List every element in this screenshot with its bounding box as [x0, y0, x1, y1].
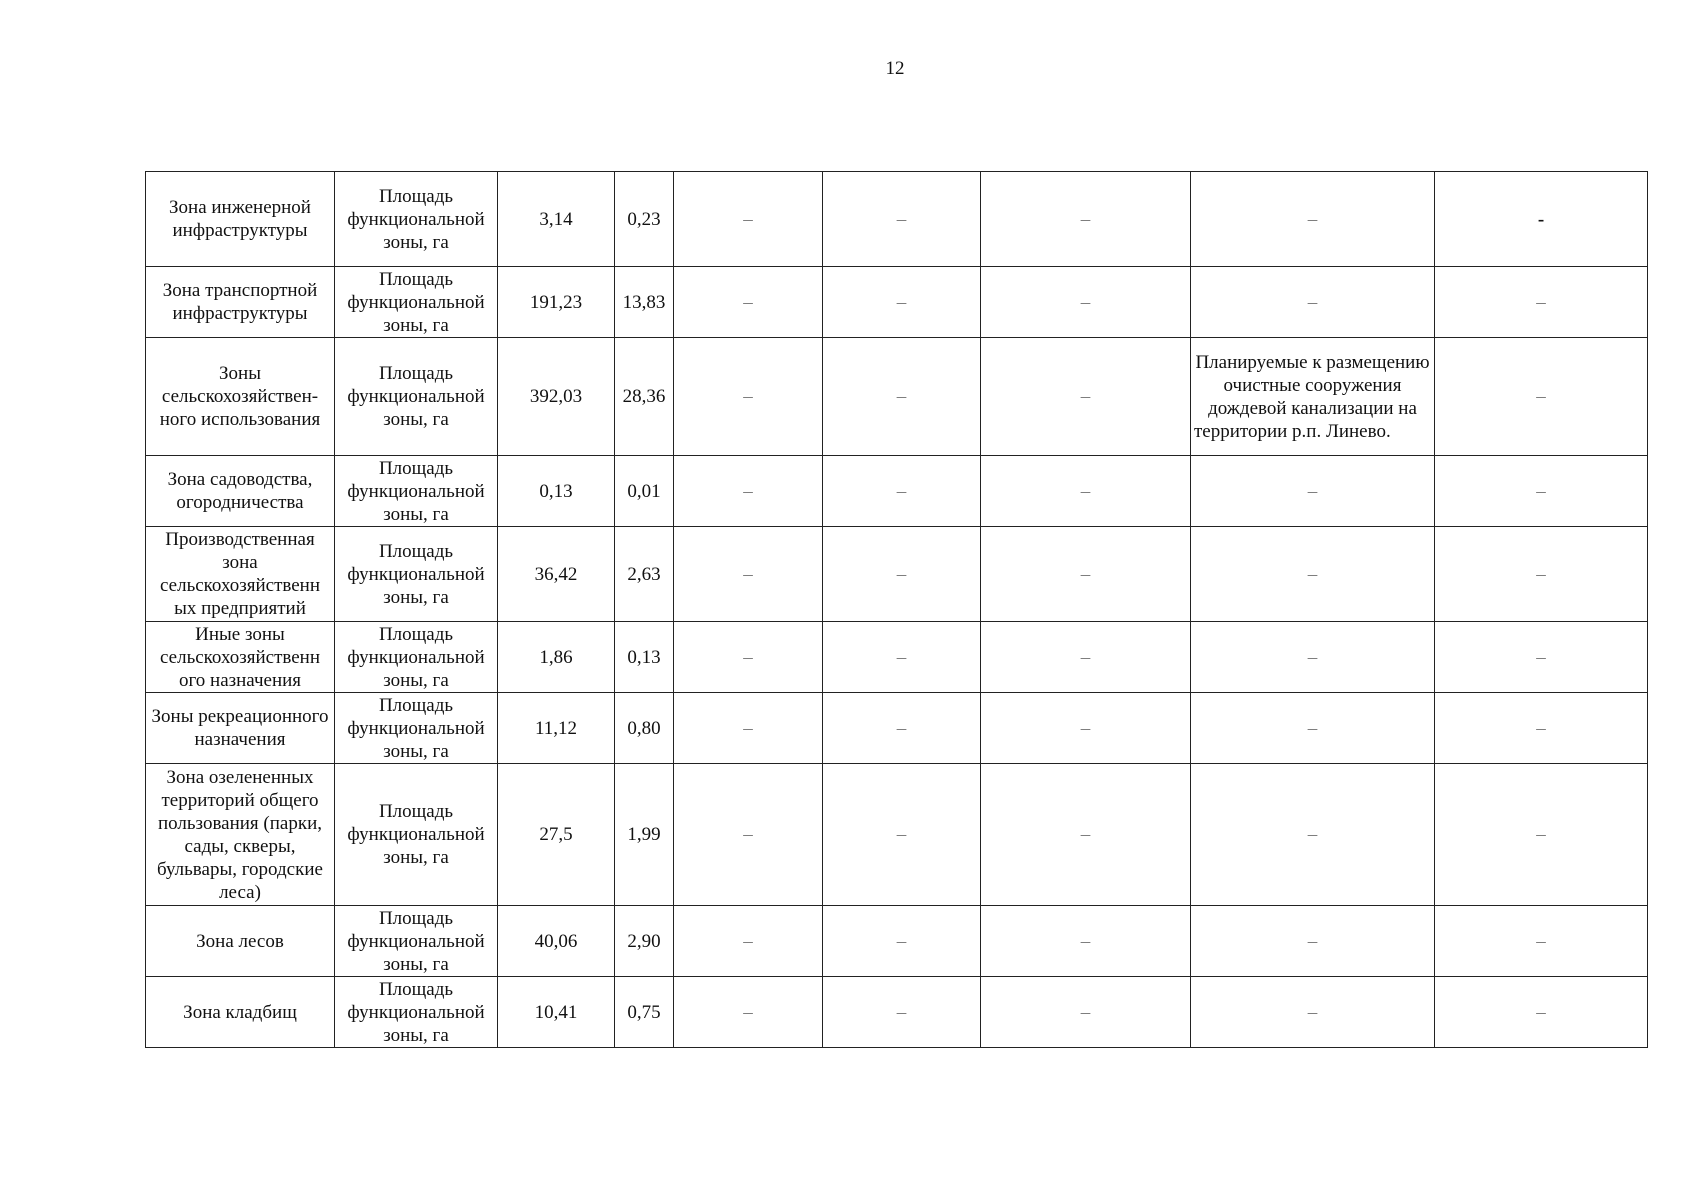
area-cell: 1,86 — [498, 622, 615, 693]
dash-cell: – — [1435, 906, 1648, 977]
dash-cell: – — [981, 527, 1191, 622]
measure-cell: Площадь функциональной зоны, га — [335, 977, 498, 1048]
area-cell: 27,5 — [498, 764, 615, 906]
area-cell: 392,03 — [498, 338, 615, 456]
dash-cell: – — [981, 172, 1191, 267]
zone-name-cell: Зона инженерной инфраструктуры — [146, 172, 335, 267]
dash-cell: – — [981, 267, 1191, 338]
zone-name-cell: Зона транспортной инфраструктуры — [146, 267, 335, 338]
page-number: 12 — [885, 58, 905, 79]
planned-facilities-note: Планируемые к размещению очистные сооружения дождевой канализации на территории р.п. Линево. — [1191, 338, 1435, 456]
dash-cell: – — [823, 172, 981, 267]
dash-cell: – — [1191, 527, 1435, 622]
dash-cell: – — [1191, 172, 1435, 267]
percent-cell: 0,01 — [615, 456, 674, 527]
dash-cell: – — [823, 977, 981, 1048]
measure-cell: Площадь функциональной зоны, га — [335, 906, 498, 977]
table-row — [146, 527, 1648, 622]
percent-cell: 13,83 — [615, 267, 674, 338]
dash-cell: – — [674, 764, 823, 906]
table-row — [146, 764, 1648, 906]
dash-cell: – — [823, 906, 981, 977]
table-row — [146, 172, 1648, 267]
dash-cell: – — [674, 622, 823, 693]
dash-cell: – — [1435, 764, 1648, 906]
dash-cell: – — [981, 338, 1191, 456]
dash-cell: – — [981, 764, 1191, 906]
dash-cell: – — [981, 977, 1191, 1048]
table-row — [146, 456, 1648, 527]
area-cell: 10,41 — [498, 977, 615, 1048]
dash-cell: – — [674, 693, 823, 764]
table-row — [146, 338, 1648, 456]
dash-cell: – — [1435, 267, 1648, 338]
dash-cell: – — [1191, 622, 1435, 693]
percent-cell: 1,99 — [615, 764, 674, 906]
dash-cell: – — [823, 338, 981, 456]
percent-cell: 0,80 — [615, 693, 674, 764]
measure-cell: Площадь функциональной зоны, га — [335, 527, 498, 622]
dash-cell: – — [823, 267, 981, 338]
area-cell: 191,23 — [498, 267, 615, 338]
dash-cell: – — [823, 693, 981, 764]
dash-cell: – — [1191, 693, 1435, 764]
zone-name-cell: Иные зоны сельскохозяйственн ого назначения — [146, 622, 335, 693]
dash-cell: – — [1435, 456, 1648, 527]
zone-name-cell: Зона озелененных территорий общего пользования (парки, сады, скверы, бульвары, городские леса) — [146, 764, 335, 906]
functional-zones-table — [145, 171, 1648, 1048]
dash-cell: – — [674, 977, 823, 1048]
dash-cell: – — [823, 764, 981, 906]
measure-cell: Площадь функциональной зоны, га — [335, 267, 498, 338]
dash-cell: – — [1435, 338, 1648, 456]
dash-cell: – — [1435, 527, 1648, 622]
dash-cell: – — [674, 172, 823, 267]
table-row — [146, 693, 1648, 764]
measure-cell: Площадь функциональной зоны, га — [335, 172, 498, 267]
dash-cell: – — [981, 456, 1191, 527]
percent-cell: 28,36 — [615, 338, 674, 456]
dash-cell: - — [1435, 172, 1648, 267]
dash-cell: – — [674, 906, 823, 977]
zone-name-cell: Зоны рекреационного назначения — [146, 693, 335, 764]
dash-cell: – — [981, 622, 1191, 693]
dash-cell: – — [1435, 622, 1648, 693]
measure-cell: Площадь функциональной зоны, га — [335, 622, 498, 693]
table-row — [146, 267, 1648, 338]
dash-cell: – — [674, 338, 823, 456]
area-cell: 11,12 — [498, 693, 615, 764]
table-row — [146, 906, 1648, 977]
dash-cell: – — [1191, 977, 1435, 1048]
percent-cell: 0,13 — [615, 622, 674, 693]
zone-name-cell: Производственная зона сельскохозяйственн ых предприятий — [146, 527, 335, 622]
measure-cell: Площадь функциональной зоны, га — [335, 338, 498, 456]
dash-cell: – — [674, 456, 823, 527]
area-cell: 40,06 — [498, 906, 615, 977]
measure-cell: Площадь функциональной зоны, га — [335, 456, 498, 527]
zone-name-cell: Зона кладбищ — [146, 977, 335, 1048]
table-row — [146, 622, 1648, 693]
dash-cell: – — [674, 527, 823, 622]
area-cell: 36,42 — [498, 527, 615, 622]
area-cell: 3,14 — [498, 172, 615, 267]
dash-cell: – — [823, 456, 981, 527]
zone-name-cell: Зоны сельскохозяйствен-ного использования — [146, 338, 335, 456]
measure-cell: Площадь функциональной зоны, га — [335, 764, 498, 906]
table-row — [146, 977, 1648, 1048]
percent-cell: 2,90 — [615, 906, 674, 977]
dash-cell: – — [981, 906, 1191, 977]
dash-cell: – — [1191, 764, 1435, 906]
dash-cell: – — [1435, 693, 1648, 764]
dash-cell: – — [1191, 906, 1435, 977]
measure-cell: Площадь функциональной зоны, га — [335, 693, 498, 764]
zone-name-cell: Зона садоводства, огородничества — [146, 456, 335, 527]
area-cell: 0,13 — [498, 456, 615, 527]
dash-cell: – — [981, 693, 1191, 764]
percent-cell: 0,75 — [615, 977, 674, 1048]
dash-cell: – — [823, 622, 981, 693]
zone-name-cell: Зона лесов — [146, 906, 335, 977]
dash-cell: – — [823, 527, 981, 622]
dash-cell: – — [1191, 456, 1435, 527]
percent-cell: 2,63 — [615, 527, 674, 622]
dash-cell: – — [674, 267, 823, 338]
dash-cell: – — [1435, 977, 1648, 1048]
dash-cell: – — [1191, 267, 1435, 338]
percent-cell: 0,23 — [615, 172, 674, 267]
